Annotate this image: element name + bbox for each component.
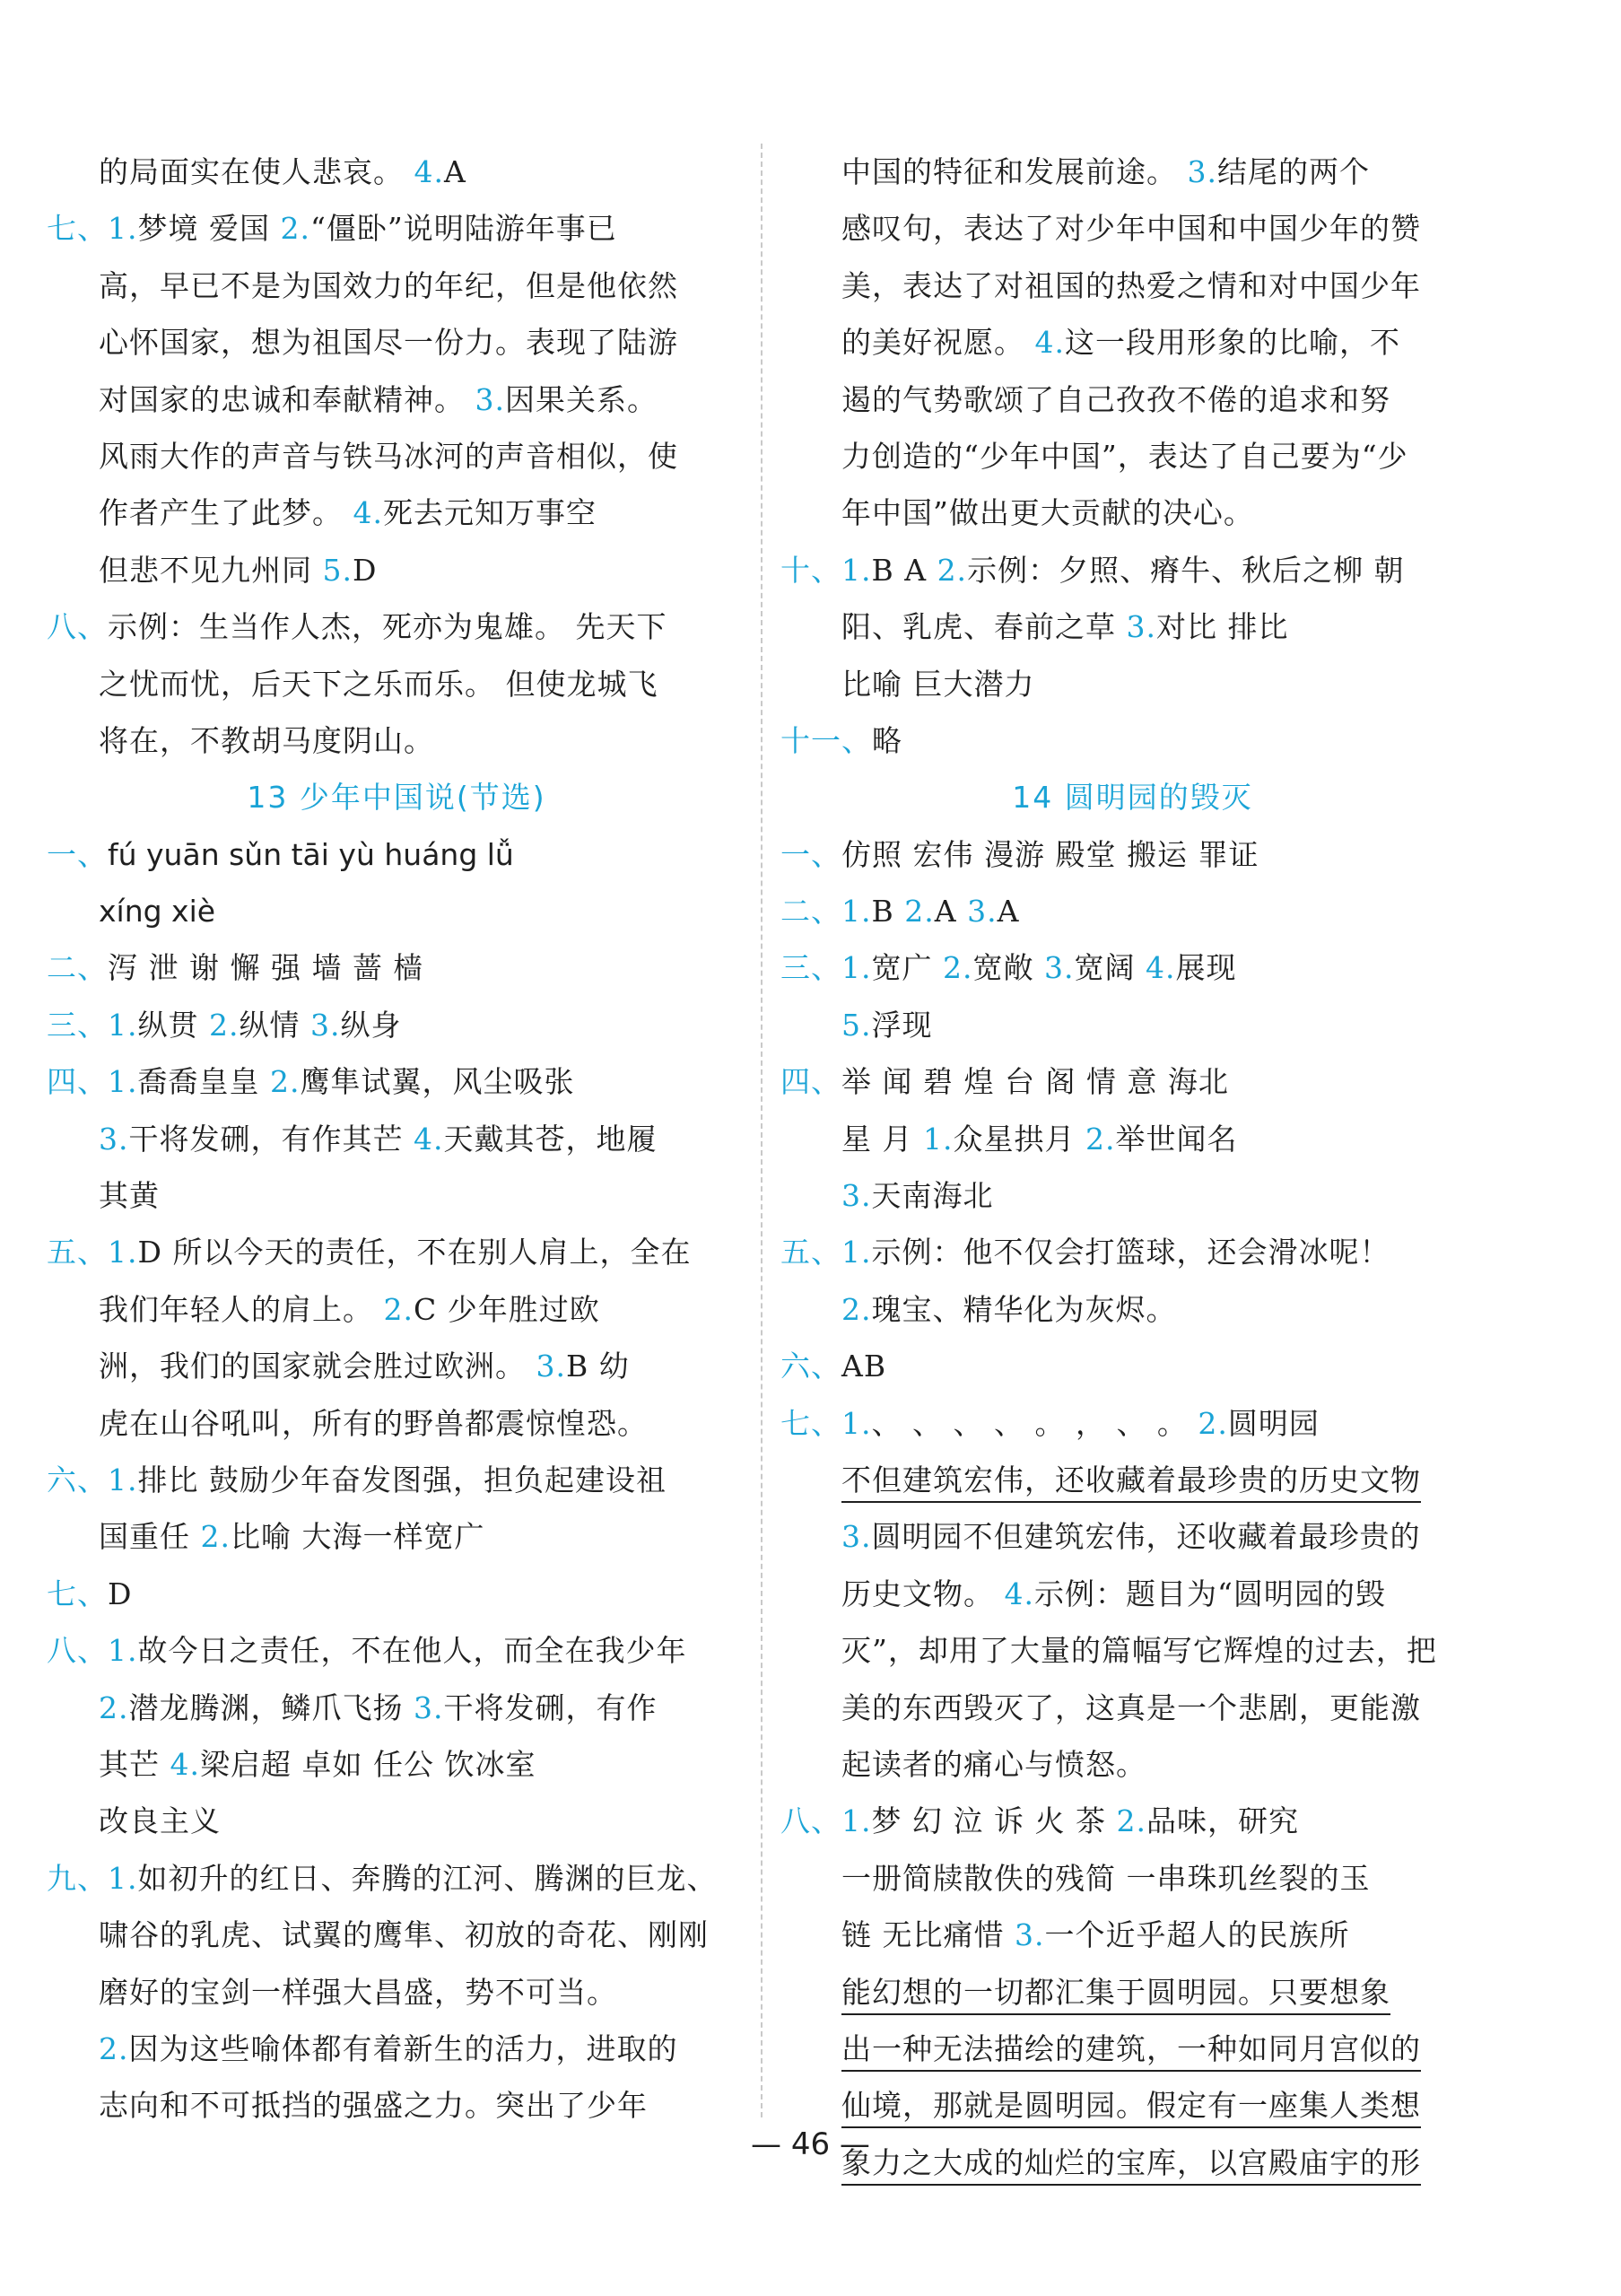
answer-text: 其芒 4.梁启超 卓如 任公 饮冰室 — [99, 1746, 536, 1782]
answer-text: 1.故今日之责任，不在他人，而全在我少年 — [108, 1633, 687, 1669]
item-number: 3. — [475, 381, 505, 417]
item-number: 2. — [200, 1519, 231, 1555]
item-number: 2. — [383, 1291, 414, 1327]
item-number: 4. — [1146, 950, 1176, 986]
question-number: 五、 — [780, 1235, 841, 1270]
answer-line — [47, 314, 746, 371]
answer-line — [780, 826, 1485, 883]
answer-line — [47, 371, 746, 428]
answer-line — [47, 542, 746, 598]
item-number: 1. — [108, 211, 138, 247]
question-number: 七、 — [47, 211, 108, 247]
item-number: 1. — [922, 1121, 954, 1157]
answer-text: 1.梦境 爱国 2.“僵卧”说明陆游年事已 — [108, 211, 617, 247]
answer-line — [47, 939, 746, 996]
answer-line — [47, 826, 746, 883]
answer-line — [47, 598, 746, 655]
answer-line — [780, 1850, 1485, 1907]
answer-text: xíng xiè — [99, 894, 216, 930]
answer-text: 略 — [872, 722, 902, 758]
answer-text: 1.示例：他不仅会打篮球，还会滑冰呢！ — [841, 1235, 1390, 1270]
item-number: 1. — [108, 1462, 138, 1497]
item-number: 3. — [967, 894, 998, 930]
answer-text: 示例：生当作人杰，死亦为鬼雄。 先天下 — [108, 609, 667, 645]
answer-text: 美，表达了对祖国的热爱之情和对中国少年 — [841, 267, 1421, 303]
answer-line — [780, 485, 1485, 541]
answer-line — [780, 712, 1485, 769]
answer-text: 1.D 所以今天的责任，不在别人肩上，全在 — [108, 1235, 692, 1270]
answer-line — [47, 997, 746, 1053]
answer-line — [47, 1508, 746, 1565]
item-number: 1. — [108, 1860, 138, 1896]
item-number: 2. — [1116, 1803, 1146, 1839]
answer-line — [47, 712, 746, 769]
answer-text: fú yuān sǔn tāi yù huáng lǚ — [108, 836, 514, 872]
answer-text: 磨好的宝剑一样强大昌盛，势不可当。 — [99, 1974, 617, 2010]
answer-line — [47, 144, 746, 200]
page-number: — 46 — — [751, 2126, 870, 2162]
answer-text: 阳、乳虎、春前之草 3.对比 排比 — [841, 609, 1289, 645]
question-number: 八、 — [780, 1803, 841, 1839]
answer-text: 洲，我们的国家就会胜过欧洲。 3.B 幼 — [99, 1349, 630, 1384]
answer-line — [780, 371, 1485, 428]
answer-text: 13 少年中国说(节选) — [247, 780, 546, 816]
item-number: 1. — [108, 1633, 138, 1669]
answer-line — [47, 2021, 746, 2077]
section-title — [780, 769, 1485, 825]
answer-text: 改良主义 — [99, 1803, 221, 1839]
answer-text: 一册简牍散佚的残简 一串珠玑丝裂的玉 — [841, 1860, 1371, 1896]
answer-line — [780, 258, 1485, 314]
answer-line — [47, 1736, 746, 1793]
answer-line — [780, 1395, 1485, 1452]
answer-line — [780, 144, 1485, 200]
answer-line — [780, 1566, 1485, 1622]
item-number: 2. — [841, 1291, 872, 1327]
answer-text: 1.喬喬皇皇 2.鹰隼试翼，风尘吸张 — [108, 1064, 575, 1100]
item-number: 2. — [209, 1007, 240, 1043]
answer-text: 泻 泄 谢 懈 强 墙 蔷 樯 — [108, 950, 424, 986]
answer-line — [47, 1224, 746, 1280]
answer-text: 力创造的“少年中国”，表达了自己要为“少 — [841, 438, 1408, 474]
answer-text: 年中国”做出更大贡献的决心。 — [841, 495, 1254, 531]
item-number: 3. — [310, 1007, 341, 1043]
answer-text: 虎在山谷吼叫，所有的野兽都震惊惶恐。 — [99, 1405, 648, 1441]
answer-text: 3.天南海北 — [841, 1178, 994, 1214]
item-number: 2. — [937, 552, 968, 588]
question-number: 八、 — [47, 1633, 108, 1669]
item-number: 4. — [414, 1121, 444, 1157]
answer-text: 2.潜龙腾渊，鳞爪飞扬 3.干将发硎，有作 — [99, 1689, 658, 1725]
answer-text: 仿照 宏伟 漫游 殿堂 搬运 罪证 — [841, 836, 1259, 872]
item-number: 1. — [841, 1803, 872, 1839]
answer-line — [780, 883, 1485, 939]
answer-line — [47, 485, 746, 541]
answer-line — [780, 1907, 1485, 1963]
item-number: 1. — [108, 1235, 138, 1270]
answer-line — [47, 258, 746, 314]
answer-line — [47, 1907, 746, 1963]
answer-text: 14 圆明园的毁灭 — [1012, 780, 1253, 816]
answer-text: 1.B A 2.示例：夕照、瘠牛、秋后之柳 朝 — [841, 552, 1405, 588]
answer-text: 我们年轻人的肩上。 2.C 少年胜过欧 — [99, 1291, 600, 1327]
answer-line — [47, 1793, 746, 1849]
item-number: 5. — [322, 552, 353, 588]
item-number: 5. — [841, 1007, 872, 1043]
answer-text: 历史文物。 4.示例：题目为“圆明园的毁 — [841, 1576, 1386, 1611]
answer-line — [780, 1111, 1485, 1167]
item-number: 2. — [280, 211, 310, 247]
answer-line — [47, 1338, 746, 1394]
answer-line — [780, 314, 1485, 371]
item-number: 2. — [904, 894, 935, 930]
question-number: 二、 — [780, 894, 841, 930]
question-number: 七、 — [780, 1405, 841, 1441]
item-number: 1. — [841, 894, 872, 930]
answer-text: 遏的气势歌颂了自己孜孜不倦的追求和努 — [841, 381, 1390, 417]
column-divider — [761, 144, 763, 2117]
answer-text: 之忧而忧，后天下之乐而乐。 但使龙城飞 — [99, 666, 658, 702]
item-number: 3. — [1044, 950, 1075, 986]
answer-text: 的美好祝愿。 4.这一段用形象的比喻，不 — [841, 325, 1400, 361]
answer-line — [780, 1680, 1485, 1736]
answer-text: 1.、 、 、 、 。 ， 、 。 2.圆明园 — [841, 1405, 1320, 1441]
answer-line — [780, 200, 1485, 257]
item-number: 2. — [99, 2030, 129, 2066]
item-number: 2. — [1085, 1121, 1116, 1157]
left-column — [47, 144, 746, 2134]
answer-line — [780, 1224, 1485, 1280]
answer-text: 志向和不可抵挡的强盛之力。突出了少年 — [99, 2088, 648, 2124]
answer-text: 能幻想的一切都汇集于圆明园。只要想象 — [841, 1975, 1390, 2015]
item-number: 3. — [536, 1349, 566, 1384]
answer-line — [47, 1680, 746, 1736]
answer-text: 作者产生了此梦。 4.死去元知万事空 — [99, 495, 597, 531]
answer-line — [47, 1622, 746, 1679]
item-number: 4. — [353, 495, 383, 531]
answer-line — [780, 1622, 1485, 1679]
answer-text: 中国的特征和发展前途。 3.结尾的两个 — [841, 154, 1370, 189]
answer-text: 1.如初升的红日、奔腾的江河、腾渊的巨龙、 — [108, 1860, 718, 1896]
question-number: 八、 — [47, 609, 108, 645]
answer-text: AB — [841, 1349, 887, 1384]
item-number: 1. — [841, 1235, 872, 1270]
answer-text: 不但建筑宏伟，还收藏着最珍贵的历史文物 — [841, 1462, 1421, 1503]
answer-text: 将在，不教胡马度阴山。 — [99, 722, 434, 758]
question-number: 七、 — [47, 1576, 108, 1611]
item-number: 3. — [1126, 609, 1156, 645]
question-number: 二、 — [47, 950, 108, 986]
answer-text: 2.瑰宝、精华化为灰烬。 — [841, 1291, 1177, 1327]
answer-text: 3.圆明园不但建筑宏伟，还收藏着最珍贵的 — [841, 1519, 1421, 1555]
question-number: 三、 — [47, 1007, 108, 1043]
item-number: 1. — [841, 950, 872, 986]
answer-line — [780, 1793, 1485, 1849]
question-number: 四、 — [47, 1064, 108, 1100]
answer-line — [780, 1736, 1485, 1793]
answer-text: 3.干将发硎，有作其芒 4.天戴其苍，地履 — [99, 1121, 658, 1157]
answer-text: 出一种无法描绘的建筑，一种如同月宫似的 — [841, 2031, 1421, 2072]
answer-line — [47, 1167, 746, 1224]
answer-line — [47, 1053, 746, 1110]
answer-line — [780, 997, 1485, 1053]
question-number: 三、 — [780, 950, 841, 986]
item-number: 4. — [170, 1746, 200, 1782]
question-number: 十一、 — [780, 722, 872, 758]
answer-text: 2.因为这些喻体都有着新生的活力，进取的 — [99, 2030, 678, 2066]
question-number: 五、 — [47, 1235, 108, 1270]
answer-line — [47, 1395, 746, 1452]
answer-line — [47, 883, 746, 939]
answer-line — [47, 1850, 746, 1907]
answer-text: 1.梦 幻 泣 诉 火 茶 2.品味，研究 — [841, 1803, 1299, 1839]
answer-text: 比喻 巨大潜力 — [841, 666, 1035, 702]
answer-text: 高，早已不是为国效力的年纪，但是他依然 — [99, 267, 678, 303]
item-number: 1. — [108, 1064, 138, 1100]
answer-line — [780, 428, 1485, 485]
answer-text: 1.B 2.A 3.A — [841, 894, 1020, 930]
answer-text: 5.浮现 — [841, 1007, 933, 1043]
answer-text: 其黄 — [99, 1178, 160, 1214]
item-number: 3. — [1187, 154, 1217, 189]
item-number: 3. — [414, 1689, 444, 1725]
answer-line — [47, 428, 746, 485]
item-number: 4. — [414, 154, 444, 189]
answer-line — [47, 200, 746, 257]
answer-text: 美的东西毁灭了，这真是一个悲剧，更能激 — [841, 1689, 1421, 1725]
item-number: 3. — [99, 1121, 129, 1157]
item-number: 1. — [841, 1405, 872, 1441]
question-number: 六、 — [780, 1349, 841, 1384]
answer-text: D — [108, 1576, 133, 1611]
answer-line — [780, 1964, 1485, 2021]
answer-line — [47, 1452, 746, 1508]
item-number: 3. — [841, 1178, 872, 1214]
item-number: 2. — [943, 950, 973, 986]
answer-text: 链 无比痛惜 3.一个近乎超人的民族所 — [841, 1917, 1350, 1953]
answer-text: 1.排比 鼓励少年奋发图强，担负起建设祖 — [108, 1462, 667, 1497]
answer-text: 的局面实在使人悲哀。 4.A — [99, 154, 466, 189]
item-number: 1. — [108, 1007, 138, 1043]
item-number: 2. — [270, 1064, 301, 1100]
right-column — [780, 144, 1485, 2191]
answer-line — [780, 939, 1485, 996]
item-number: 3. — [1014, 1917, 1045, 1953]
answer-line — [780, 2021, 1485, 2077]
section-title — [47, 769, 746, 825]
item-number: 4. — [1004, 1576, 1034, 1611]
answer-line — [780, 656, 1485, 712]
answer-text: 啸谷的乳虎、试翼的鹰隼、初放的奇花、刚刚 — [99, 1917, 709, 1953]
answer-line — [780, 598, 1485, 655]
question-number: 四、 — [780, 1064, 841, 1100]
answer-line — [780, 1508, 1485, 1565]
answer-line — [780, 1167, 1485, 1224]
answer-line — [47, 1566, 746, 1622]
answer-text: 起读者的痛心与愤怒。 — [841, 1746, 1146, 1782]
question-number: 六、 — [47, 1462, 108, 1497]
item-number: 4. — [1034, 325, 1065, 361]
answer-line — [780, 1053, 1485, 1110]
question-number: 一、 — [780, 836, 841, 872]
item-number: 2. — [99, 1689, 129, 1725]
answer-text: 象力之大成的灿烂的宝库，以宫殿庙宇的形 — [841, 2145, 1421, 2186]
answer-text: 但悲不见九州同 5.D — [99, 552, 378, 588]
item-number: 2. — [1198, 1405, 1228, 1441]
answer-line — [780, 542, 1485, 598]
question-number: 一、 — [47, 836, 108, 872]
answer-line — [780, 1281, 1485, 1338]
answer-line — [780, 1452, 1485, 1508]
answer-line — [47, 1281, 746, 1338]
answer-text: 心怀国家，想为祖国尽一份力。表现了陆游 — [99, 325, 678, 361]
answer-line — [780, 1338, 1485, 1394]
answer-text: 对国家的忠诚和奉献精神。 3.因果关系。 — [99, 381, 658, 417]
item-number: 1. — [841, 552, 872, 588]
question-number: 十、 — [780, 552, 841, 588]
answer-text: 国重任 2.比喻 大海一样宽广 — [99, 1519, 485, 1555]
answer-line — [47, 1964, 746, 2021]
answer-text: 仙境，那就是圆明园。假定有一座集人类想 — [841, 2088, 1421, 2128]
answer-text: 1.宽广 2.宽敞 3.宽阔 4.展现 — [841, 950, 1237, 986]
question-number: 九、 — [47, 1860, 108, 1896]
answer-text: 星 月 1.众星拱月 2.举世闻名 — [841, 1121, 1238, 1157]
answer-line — [47, 1111, 746, 1167]
answer-text: 感叹句，表达了对少年中国和中国少年的赞 — [841, 211, 1421, 247]
answer-text: 风雨大作的声音与铁马冰河的声音相似，使 — [99, 438, 678, 474]
answer-text: 1.纵贯 2.纵情 3.纵身 — [108, 1007, 402, 1043]
answer-text: 举 闻 碧 煌 台 阁 情 意 海北 — [841, 1064, 1229, 1100]
answer-text: 灭”，却用了大量的篇幅写它辉煌的过去，把 — [841, 1633, 1437, 1669]
answer-line — [47, 656, 746, 712]
item-number: 3. — [841, 1519, 872, 1555]
